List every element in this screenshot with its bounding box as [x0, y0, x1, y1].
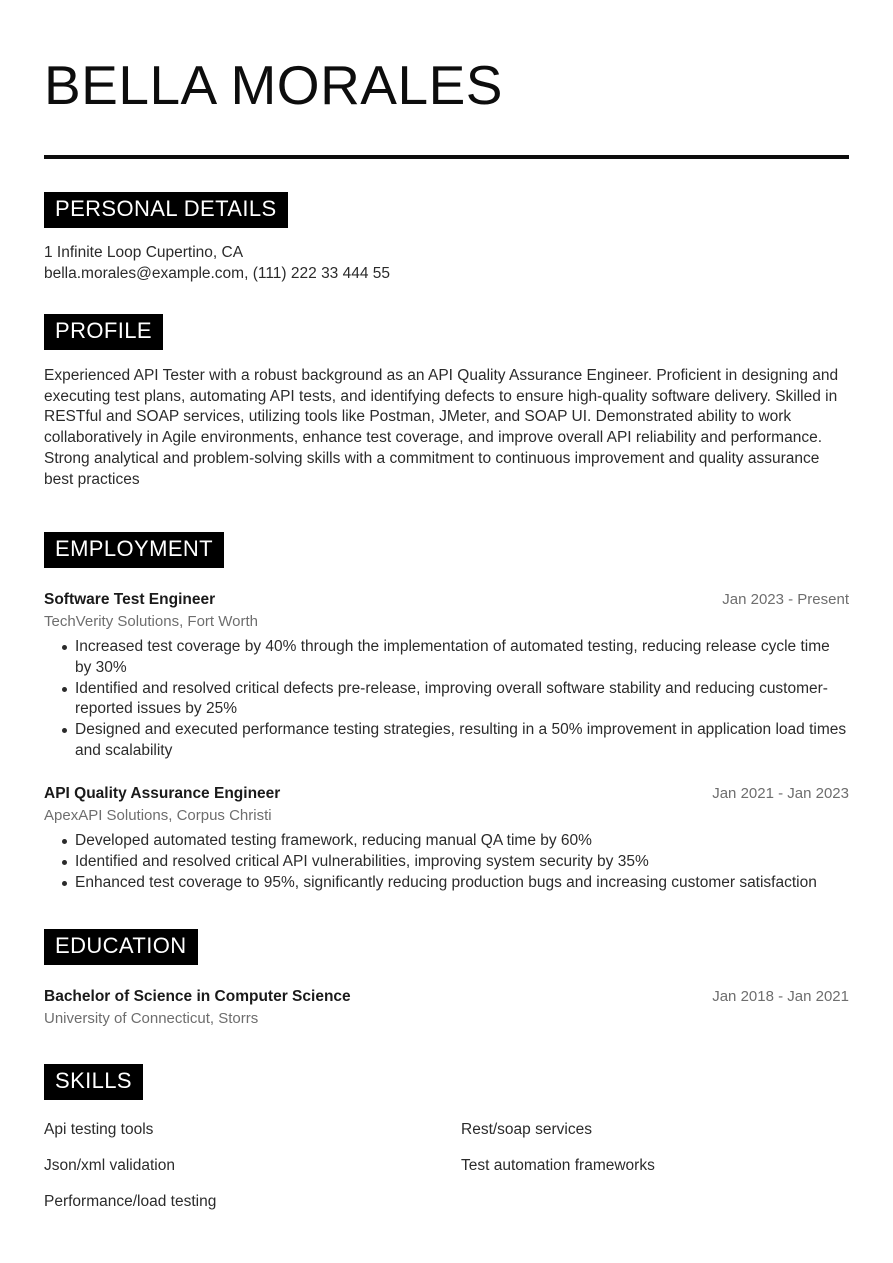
job-date-range: Jan 2021 - Jan 2023: [712, 785, 849, 803]
employment-entry: [44, 590, 849, 761]
job-title: Software Test Engineer: [44, 591, 216, 609]
degree-date-range: Jan 2018 - Jan 2021: [712, 987, 849, 1005]
skill-item: Api testing tools: [44, 1120, 154, 1138]
spacer: [44, 1029, 849, 1064]
list-item: Identified and resolved critical API vulnerabilities, improving system security by 35%: [44, 852, 849, 873]
spacer: [44, 568, 849, 590]
section-heading-skills: SKILLS: [44, 1064, 143, 1100]
skills-grid: [44, 1112, 878, 1220]
list-item: Developed automated testing framework, reducing manual QA time by 60%: [44, 831, 849, 852]
section-profile: [44, 314, 849, 490]
section-heading-profile: PROFILE: [44, 314, 163, 350]
spacer: [44, 1100, 849, 1112]
job-achievements-list: [44, 637, 849, 761]
entry-header: [44, 784, 849, 804]
spacer: [44, 284, 849, 314]
section-skills: [44, 1064, 849, 1220]
education-entry: [44, 987, 849, 1029]
spacer: [44, 761, 849, 784]
section-personal-details: [44, 192, 849, 284]
profile-summary-text: Experienced API Tester with a robust background as an API Quality Assurance Engineer. Proficient in designing and executing test plans, automating API tests, and identifying defects to ensure high-quality software delivery. Skilled in RESTful and SOAP services, utilizing tools like Postman, JMeter, and SOAP UI. Demonstrated ability to work collaboratively in Agile environments, enhance test coverage, and improve overall API reliability and performance. Strong analytical and problem-solving skills with a commitment to continuous improvement and quality assurance best practices: [44, 367, 839, 488]
spacer: [44, 894, 849, 929]
school-location: University of Connecticut, Storrs: [44, 1009, 259, 1027]
skill-item: Rest/soap services: [461, 1120, 592, 1138]
resume-header: [44, 0, 849, 159]
entry-header: [44, 590, 849, 610]
employment-entry: [44, 784, 849, 893]
section-heading-education: EDUCATION: [44, 929, 198, 965]
job-company-location: ApexAPI Solutions, Corpus Christi: [44, 807, 272, 825]
list-item: Enhanced test coverage to 95%, significantly reducing production bugs and increasing customer satisfaction: [44, 873, 849, 894]
spacer: [44, 159, 849, 192]
section-employment: [44, 532, 849, 893]
spacer: [44, 350, 849, 366]
job-company-location: TechVerity Solutions, Fort Worth: [44, 613, 258, 631]
spacer: [44, 490, 849, 532]
job-achievements-list: [44, 831, 849, 893]
list-item: Identified and resolved critical defects pre-release, improving overall software stability and reducing customer-reported issues by 25%: [44, 679, 849, 720]
contact-address: 1 Infinite Loop Cupertino, CA: [44, 244, 244, 261]
spacer: [44, 228, 849, 242]
section-heading-personal-details: PERSONAL DETAILS: [44, 192, 288, 228]
degree-title: Bachelor of Science in Computer Science: [44, 987, 351, 1005]
skill-item: Test automation frameworks: [461, 1156, 655, 1174]
section-education: [44, 929, 849, 1029]
skill-item: Json/xml validation: [44, 1156, 175, 1174]
skill-item: Performance/load testing: [44, 1192, 217, 1210]
section-heading-employment: EMPLOYMENT: [44, 532, 224, 568]
job-date-range: Jan 2023 - Present: [722, 591, 849, 609]
contact-email-phone: bella.morales@example.com, (111) 222 33 444 55: [44, 265, 391, 282]
list-item: Designed and executed performance testing strategies, resulting in a 50% improvement in application load times and scalability: [44, 720, 849, 761]
spacer: [44, 965, 849, 987]
job-title: API Quality Assurance Engineer: [44, 785, 281, 803]
list-item: Increased test coverage by 40% through the implementation of automated testing, reducing release cycle time by 30%: [44, 637, 849, 678]
entry-header: [44, 987, 849, 1007]
candidate-name: BELLA MORALES: [44, 54, 503, 116]
